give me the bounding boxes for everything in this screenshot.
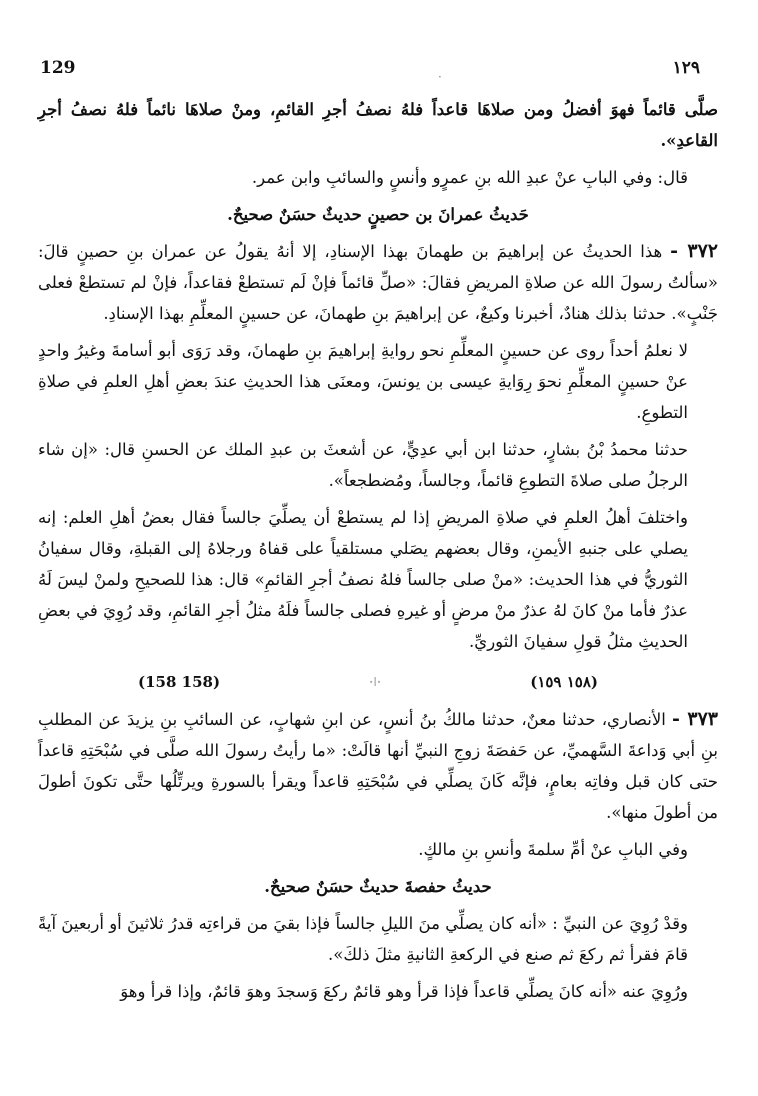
scan-mark: ·ǀ· [369,675,382,689]
grading-2: حديثُ حفصةَ حديثٌ حسَنٌ صحيحٌ. [264,877,492,896]
paragraph-7: وقدْ رُوِيَ عن النبيِّ : «أنه كان يصلِّي منَ الليلِ جالساً فإذا بقيَ من قراءتِه قدرُ ثلاثينَ أو أربعينَ آيةً قامَ فقرأ ثم ركعَ ثم صنع في الركعةِ الثانيةِ مثلَ ذلكَ». [38,914,688,964]
scan-speck: · [438,70,442,84]
hadith-372-text: هذا الحديثُ عن إبراهيمَ بن طهمانَ بهذا الإسنادِ، إلا أنهُ يقولُ عن عمران بنِ حصينٍ قالَ: «سألتُ رسولَ الله عن صلاةِ المريضِ فقالَ: «صلِّ قائماً فإنْ لَم تستطعْ فقاعداً، فإنْ لم تستطعْ فعلى جَنْبٍ». حدثنا بذلك هنادٌ، أخبرنا وكيعٌ، عن إبراهيمَ بنِ طهمانَ، عن حسينٍ المعلِّمِ بهذا الإسنادِ. [38,242,718,323]
paragraph-8: ورُوِيَ عنه «أنه كانَ يصلِّي قاعداً فإذا قرأ وهو قائمٌ ركعَ وَسجدَ وهوَ قائمٌ، وإذا قرأ وهوَ [120,982,688,1001]
reference-arabic: (١٥٨ ١٥٩) [530,673,598,691]
paragraph-1: صلَّى قائماً فهوَ أفضلُ ومن صلاهَا قاعداً فلهُ نصفُ أجرِ القائمِ، ومنْ صلاهَا نائماً فلهُ نصفُ أجرِ القاعدِ». [38,100,718,150]
hadith-373-text: الأنصاري، حدثنا معنٌ، حدثنا مالكُ بنُ أنسٍ، عن ابنِ شهابٍ، عن السائبِ بنِ يزيدَ عن المطلبِ بنِ أبي وَداعةَ السَّهميِّ، عن حَفصَةَ زوجِ النبيِّ أنها قالَتْ: «ما رأيتُ رسولَ الله صلَّى في سُبْحَتِهِ قاعداً حتى كان قبل وفاتِه بعامٍ، فإنَّه كَانَ يصلِّي في سُبْحَتِهِ قاعداً ويقرأ بالسورةِ ويرتِّلُها حتَّى تكونَ أطولَ من أطولَ منها». [38,710,718,822]
paragraph-4: حدثنا محمدُ بْنُ بشارٍ، حدثنا ابن أبي عدِيٍّ، عن أشعثَ بن عبدِ الملك عن الحسنِ قال: «إن شاء الرجلُ صلى صلاةَ التطوعِ قائماً، وجالساً، ومُضطجعاً». [38,440,688,490]
page-number-latin: 129 [40,58,76,78]
hadith-372 [38,236,718,329]
paragraph-6: وفي البابِ عنْ أمِّ سلمةَ وأنسِ بنِ مالكٍ. [418,840,688,859]
page-reference-row [38,667,718,698]
hadith-373-number: ٣٧٣ - [671,708,718,730]
reference-latin: (158 158) [138,673,221,691]
hadith-372-number: ٣٧٢ - [670,240,718,262]
page-number-arabic: ١٢٩ [672,58,700,78]
paragraph-5: واختلفَ أهلُ العلمِ في صلاةِ المريضِ إذا لم يستطعْ أن يصلِّيَ جالساً فقال بعضُ أهلِ العلم: إنه يصلي على جنبهِ الأيمنِ، وقال بعضهم يصَلي مستلقياً على قفاهُ ورجلاهُ إلى القبلةِ، وقال سفيانُ الثوريُّ في هذا الحديث: «منْ صلى جالساً فلهُ نصفُ أجرِ القائمِ» قال: هذا للصحيحِ ولمنْ ليسَ لَهُ عذرٌ فأما منْ كانَ لهُ عذرٌ منْ مرضٍ أو غيرهِ فصلى جالساً فلَهُ مثلُ أجرِ القائمِ، وقد رُوِيَ في بعضِ الحديثِ مثلُ قولِ سفيانَ الثوريِّ. [38,508,688,651]
paragraph-2: قال: وفي البابِ عنْ عبدِ الله بنِ عمرٍو وأنسٍ والسائبِ وابن عمر. [251,168,688,187]
page-body [38,94,718,1013]
hadith-373 [38,704,718,828]
paragraph-3: لا نعلمُ أحداً روى عن حسينٍ المعلِّمِ نحو روايةِ إبراهيمَ بنِ طهمانَ، وقد رَوَى أبو أسامةَ وغيرُ واحدٍ عنْ حسينٍ المعلِّمِ نحوَ رِوَايةِ عيسى بن يونسَ، ومعنَى هذا الحديثِ عندَ بعضِ أهلِ العلمِ في صلاةِ التطوعِ. [38,341,688,422]
grading-1: حَديثُ عمرانَ بن حصينٍ حديثٌ حسَنٌ صحيحٌ. [227,205,529,224]
